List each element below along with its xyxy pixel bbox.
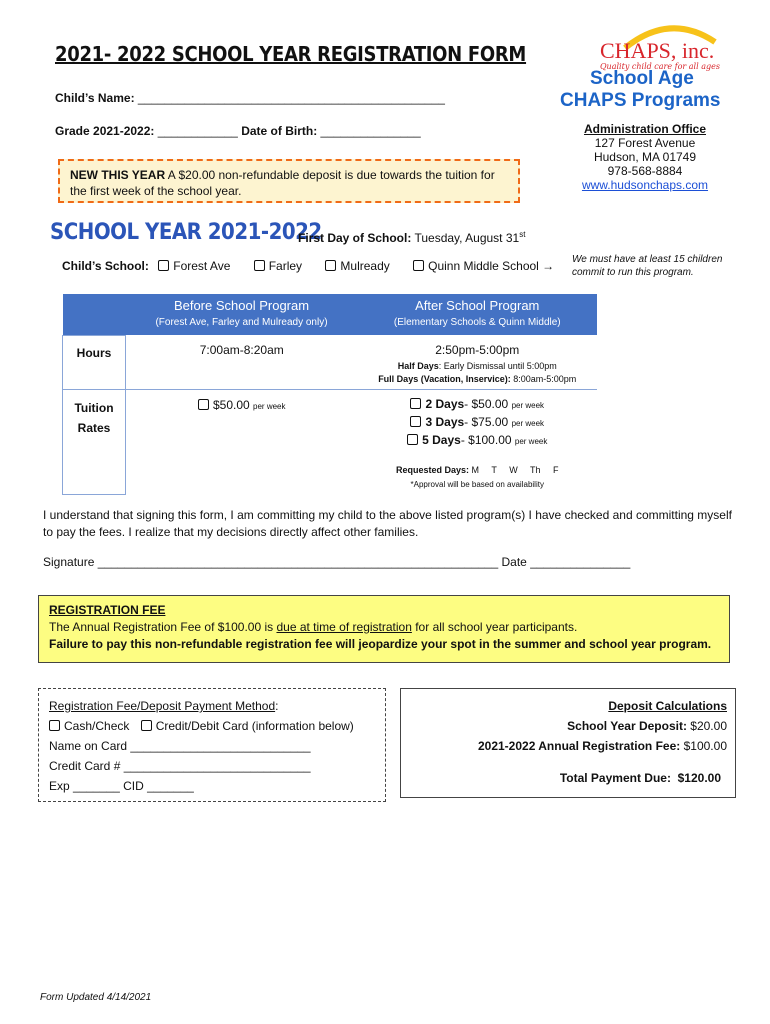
- full-days-row: [359, 374, 597, 388]
- note-line: commit to run this program.: [572, 267, 694, 278]
- requested-days-row: [359, 464, 597, 476]
- admin-heading: Administration Office: [583, 122, 706, 136]
- deposit-value: $20.00: [686, 719, 727, 733]
- per-week: per week: [253, 402, 286, 411]
- child-school-row: [62, 259, 554, 273]
- logo-line2: CHAPS Programs: [560, 90, 721, 111]
- fee-heading: REGISTRATION FEE: [49, 603, 166, 617]
- exp-field[interactable]: _______: [73, 779, 120, 793]
- annual-fee-value: $100.00: [680, 739, 727, 753]
- fee-line: [49, 619, 719, 636]
- school-option: Farley: [268, 259, 303, 273]
- rate-days: 3 Days: [425, 415, 465, 429]
- per-week: per week: [511, 401, 545, 410]
- agreement-text: I understand that signing this form, I am committing my child to the above listed program(s) I have checked and committing myself to pay the fees. I realize that my decisions directly affect other families.: [43, 508, 732, 539]
- rate-price: - $100.00: [460, 433, 512, 447]
- dob-field[interactable]: _______________: [320, 124, 421, 138]
- after-hours-cell: [358, 335, 598, 390]
- school-year-heading: SCHOOL YEAR 2021-2022: [50, 220, 322, 245]
- cid-label: CID: [123, 779, 144, 793]
- rate-price: - $50.00: [464, 397, 509, 411]
- notice-bold: NEW THIS YEAR: [70, 168, 166, 182]
- before-hours: 7:00am-8:20am: [126, 335, 358, 390]
- deposit-row: [409, 716, 727, 736]
- three-days-checkbox[interactable]: [410, 416, 421, 427]
- five-days-checkbox[interactable]: [407, 434, 418, 445]
- credit-card-checkbox[interactable]: [141, 720, 152, 731]
- school-option: Quinn Middle School →: [428, 259, 555, 273]
- fee-line-pre: The Annual Registration Fee of $100.00 is: [49, 620, 277, 634]
- annual-fee-label: 2021-2022 Annual Registration Fee:: [477, 739, 681, 753]
- fee-line-underline: due at time of registration: [276, 620, 412, 634]
- child-name-label: Child’s Name:: [55, 91, 135, 105]
- cash-check-label: Cash/Check: [64, 719, 130, 733]
- rate-2-days: [359, 396, 597, 414]
- mulready-checkbox[interactable]: [325, 260, 336, 271]
- before-title: Before School Program: [173, 298, 310, 313]
- name-on-card-field[interactable]: ___________________________: [130, 739, 311, 753]
- first-day-row: [298, 230, 525, 245]
- half-days-row: [359, 361, 597, 371]
- tuition-label-1: Tuition: [74, 401, 114, 415]
- after-hours: 2:50pm-5:00pm: [435, 343, 520, 357]
- rate-price: - $75.00: [464, 415, 509, 429]
- first-day-value: Tuesday, August 31: [411, 231, 520, 245]
- admin-city: Hudson, MA 01749: [593, 150, 697, 164]
- approval-note: *Approval will be based on availability: [410, 480, 544, 489]
- registration-fee-box: [38, 595, 730, 663]
- rate-5-days: [359, 432, 597, 450]
- dob-label: Date of Birth:: [241, 124, 318, 138]
- before-sub: (Forest Ave, Farley and Mulready only): [155, 317, 328, 328]
- fee-line-post: for all school year participants.: [411, 620, 578, 634]
- card-number-label: Credit Card #: [49, 759, 121, 773]
- total-row: [409, 768, 727, 788]
- logo-brand: CHAPS, inc.: [600, 38, 715, 63]
- logo-tagline: Quality child care for all ages: [600, 62, 720, 71]
- admin-website-link[interactable]: www.hudsonchaps.com: [581, 178, 709, 192]
- after-title: After School Program: [415, 298, 540, 313]
- quinn-checkbox[interactable]: [413, 260, 424, 271]
- after-header: [358, 294, 598, 335]
- first-day-sup: st: [519, 230, 526, 239]
- before-rate-checkbox[interactable]: [198, 399, 209, 410]
- signature-field[interactable]: ____________________________________________________________: [97, 555, 499, 569]
- child-name-field[interactable]: ______________________________________________: [137, 91, 445, 105]
- child-school-label: Child’s School:: [62, 259, 149, 273]
- note-line: We must have at least 15 children: [572, 254, 723, 265]
- program-table: [62, 294, 597, 495]
- first-day-label: First Day of School:: [298, 231, 412, 245]
- child-name-row: [55, 91, 445, 105]
- fee-warning: Failure to pay this non-refundable registration fee will jeopardize your spot in the summer and school year program.: [49, 637, 712, 651]
- hours-label: Hours: [63, 335, 126, 390]
- signature-row: [43, 555, 630, 569]
- forest-ave-checkbox[interactable]: [158, 260, 169, 271]
- admin-office: [570, 122, 720, 192]
- logo-line1: School Age: [590, 68, 694, 89]
- requested-days[interactable]: M T W Th F: [471, 465, 559, 475]
- form-updated-footer: Form Updated 4/14/2021: [40, 992, 152, 1003]
- two-days-checkbox[interactable]: [410, 398, 421, 409]
- before-rate: $50.00: [212, 398, 250, 412]
- admin-street: 127 Forest Avenue: [594, 136, 696, 150]
- table-corner: [63, 294, 126, 335]
- grade-label: Grade 2021-2022:: [55, 124, 155, 138]
- signature-label: Signature: [43, 555, 95, 569]
- total-label: Total Payment Due:: [559, 771, 671, 785]
- new-this-year-notice: [58, 159, 520, 203]
- payment-heading: Registration Fee/Deposit Payment Method: [49, 699, 276, 713]
- after-sub: (Elementary Schools & Quinn Middle): [393, 317, 561, 328]
- tuition-label: [63, 390, 126, 495]
- total-value: $120.00: [670, 771, 721, 785]
- payment-method-box: [38, 688, 386, 802]
- exp-label: Exp: [49, 779, 70, 793]
- farley-checkbox[interactable]: [254, 260, 265, 271]
- rate-days: 5 Days: [422, 433, 461, 447]
- grade-field[interactable]: ____________: [157, 124, 238, 138]
- school-option: Mulready: [340, 259, 390, 273]
- deposit-heading: Deposit Calculations: [608, 699, 727, 713]
- rate-days: 2 Days: [425, 397, 465, 411]
- notice-text: A $20.00 non-refundable deposit is due towards the tuition for the first week of the school year.: [70, 168, 495, 198]
- name-on-card-row: [49, 736, 375, 756]
- payment-heading-row: Registration Fee/Deposit Payment Method:: [49, 699, 279, 713]
- form-title: 2021- 2022 SCHOOL YEAR REGISTRATION FORM: [55, 42, 527, 66]
- card-number-row: [49, 756, 375, 776]
- after-rates-cell: [358, 390, 598, 495]
- cash-check-checkbox[interactable]: [49, 720, 60, 731]
- exp-cid-row: [49, 776, 375, 796]
- requested-days-label: Requested Days:: [395, 465, 469, 475]
- deposit-calculations-box: [400, 688, 736, 798]
- deposit-label: School Year Deposit:: [567, 719, 687, 733]
- annual-fee-row: [409, 736, 727, 756]
- credit-card-label: Credit/Debit Card (information below): [155, 719, 354, 733]
- minimum-enrollment-note: [572, 253, 722, 279]
- half-days-value: : Early Dismissal until 5:00pm: [438, 361, 557, 371]
- date-field[interactable]: _______________: [530, 555, 631, 569]
- per-week: per week: [511, 419, 545, 428]
- half-days-label: Half Days: [397, 361, 439, 371]
- per-week: per week: [514, 437, 548, 446]
- name-on-card-label: Name on Card: [49, 739, 128, 753]
- date-label: Date: [501, 555, 527, 569]
- before-header: [126, 294, 358, 335]
- chaps-logo: [560, 20, 750, 120]
- payment-options: [49, 716, 375, 736]
- full-days-value: 8:00am-5:00pm: [510, 374, 577, 384]
- admin-phone: 978-568-8884: [607, 164, 683, 178]
- rate-3-days: [359, 414, 597, 432]
- grade-dob-row: [55, 124, 421, 138]
- tuition-label-2: Rates: [77, 421, 111, 435]
- before-rate-cell: [126, 390, 358, 495]
- full-days-label: Full Days (Vacation, Inservice):: [378, 374, 511, 384]
- school-option: Forest Ave: [173, 259, 231, 273]
- cid-field[interactable]: _______: [147, 779, 194, 793]
- card-number-field[interactable]: ____________________________: [123, 759, 311, 773]
